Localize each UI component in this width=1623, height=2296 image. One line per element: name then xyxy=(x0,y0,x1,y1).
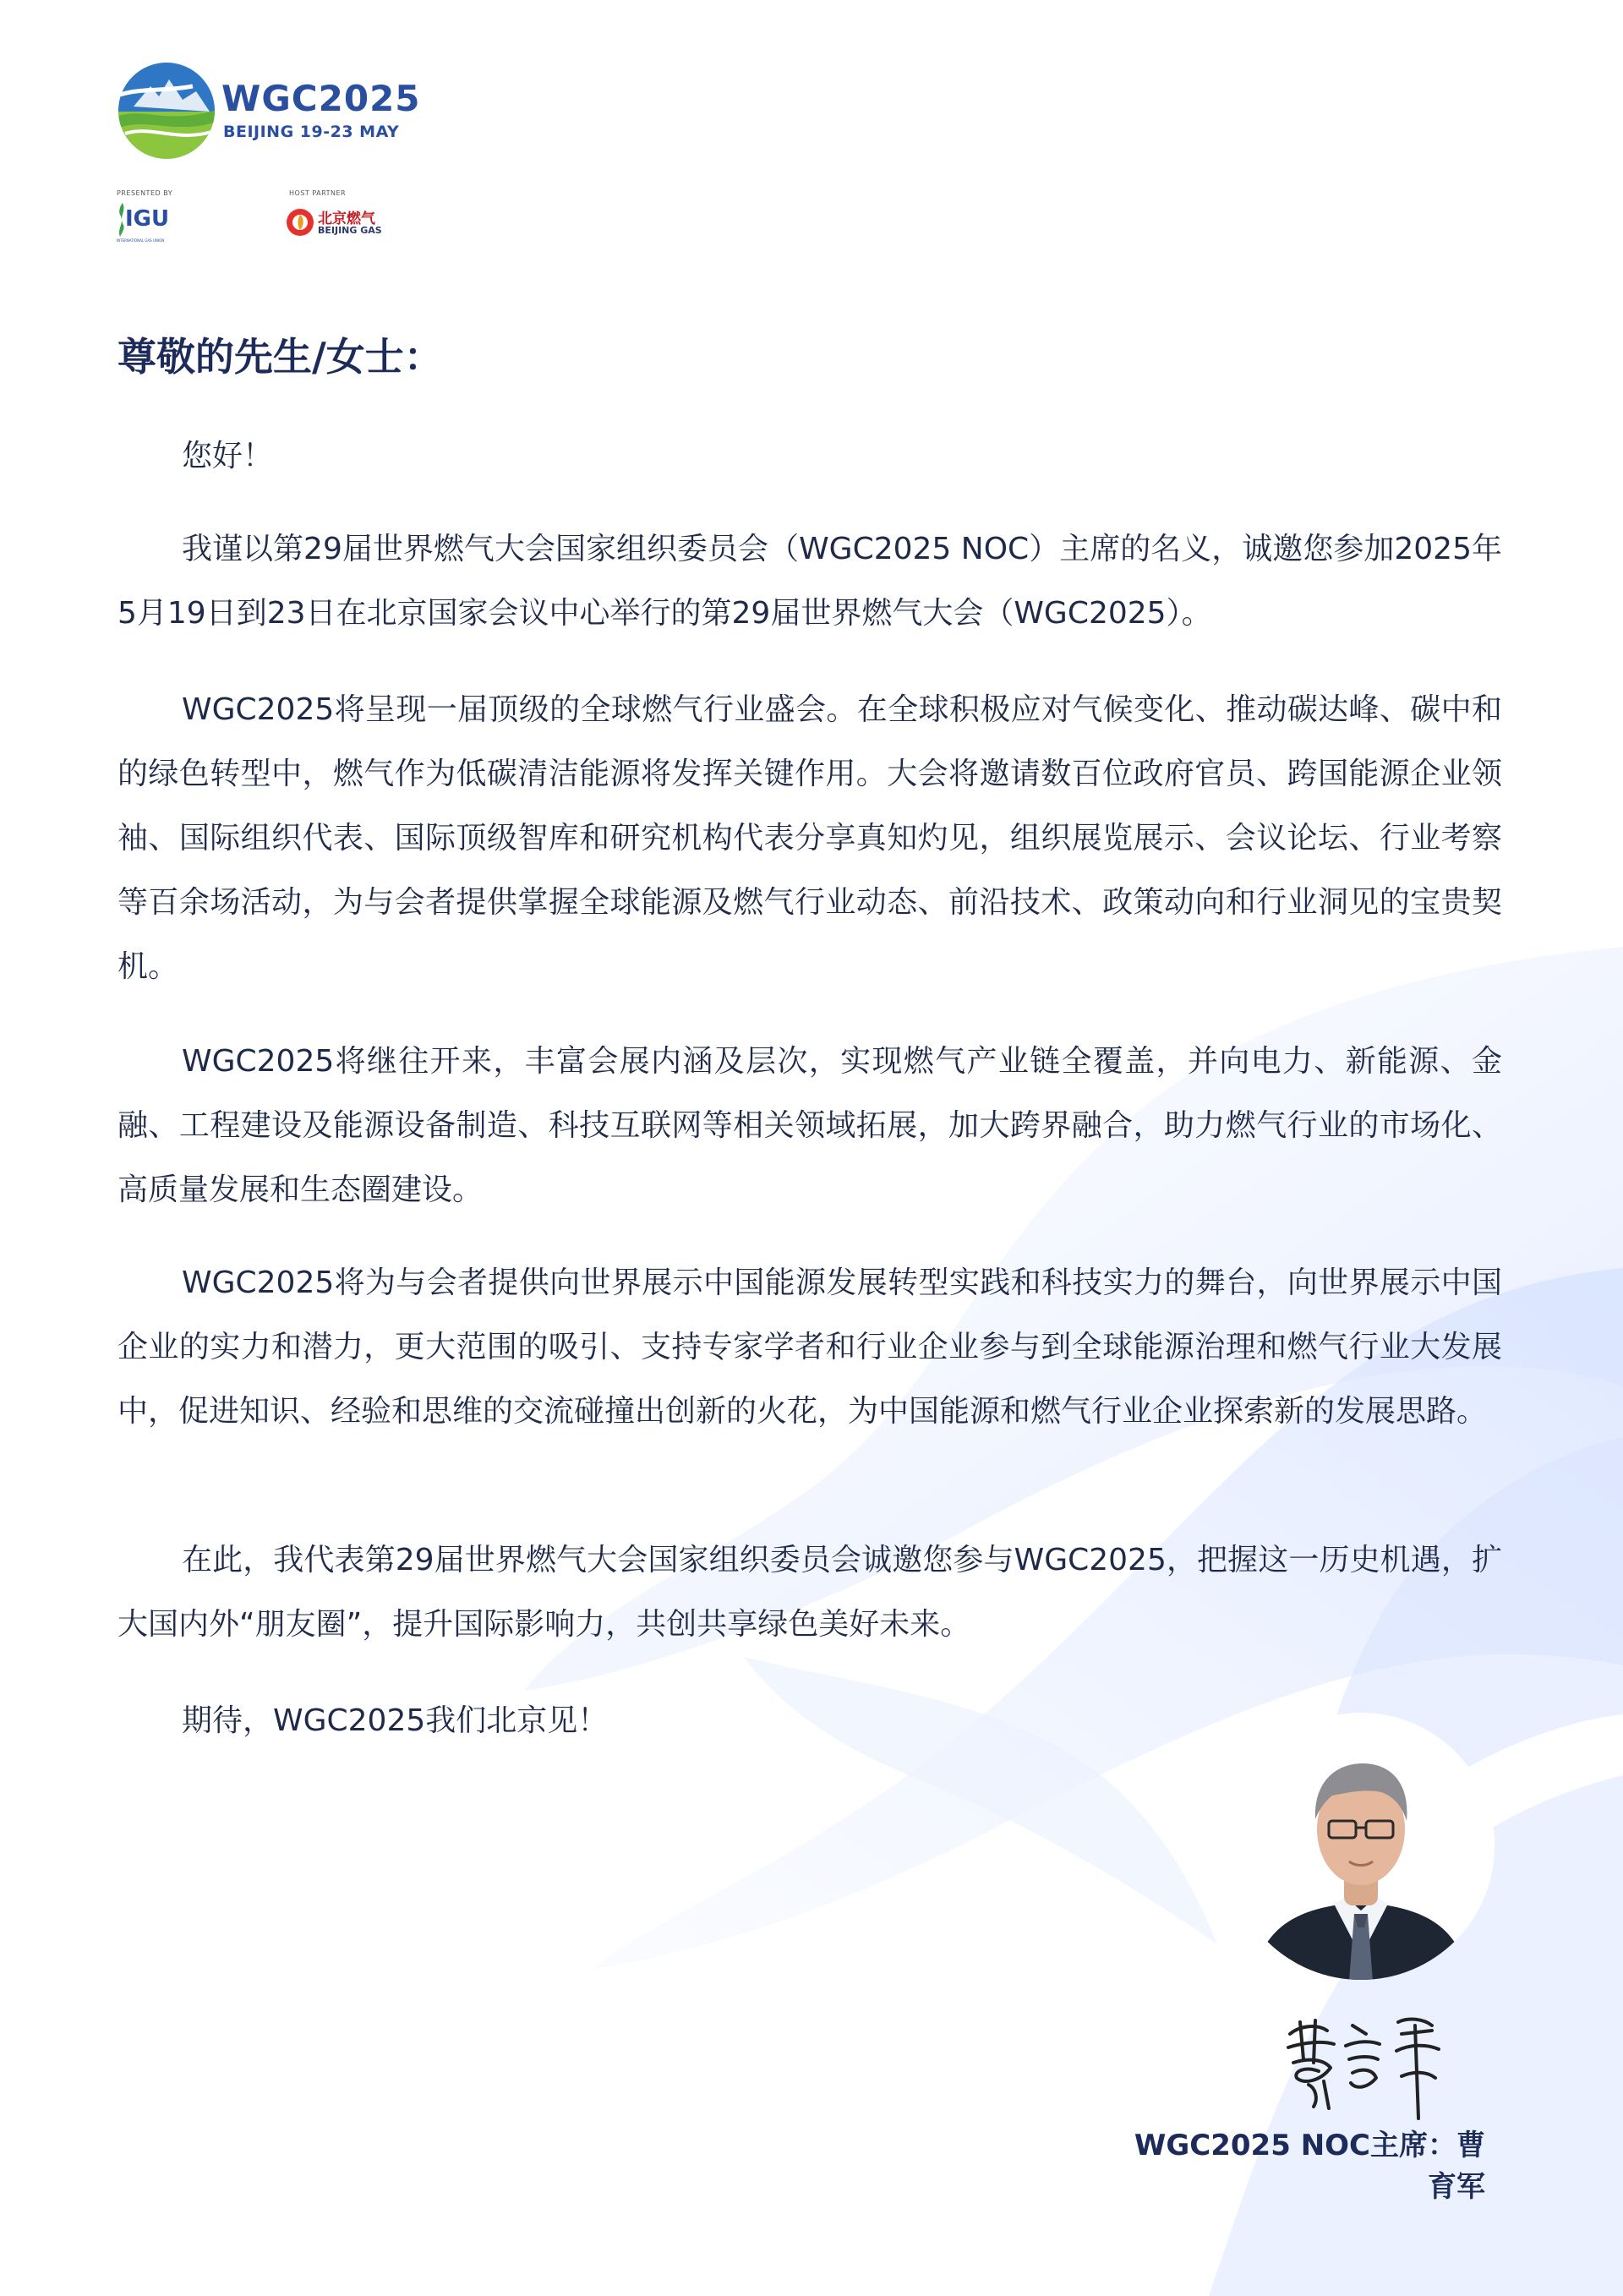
igu-logo xyxy=(117,203,184,245)
signature-caption: WGC2025 NOC主席：曹育军 xyxy=(1134,2129,1485,2204)
beijing-gas-logo xyxy=(286,203,404,245)
igu-tagline: INTERNATIONAL GAS UNION xyxy=(117,238,165,243)
brand-subtitle: BEIJING 19-23 MAY xyxy=(223,123,400,141)
igu-logo-text: IGU xyxy=(125,206,170,232)
letter-paragraph: 在此，我代表第29届世界燃气大会国家组织委员会诚邀您参与WGC2025，把握这一历史机遇，扩大国内外“朋友圈”，提升国际影响力，共创共享绿色美好未来。 xyxy=(117,1543,1502,1642)
header-logos xyxy=(117,61,708,247)
brand-title: WGC2025 xyxy=(221,78,421,119)
letter-paragraph: WGC2025将为与会者提供向世界展示中国能源发展转型实践和科技实力的舞台，向世界展示中国企业的实力和潜力，更大范围的吸引、支持专家学者和行业企业参与到全球能源治理和燃气行业大发展中，促进知识、经验和思维的交流碰撞出创新的火花，为中国能源和燃气行业企业探索新的发展思路。 xyxy=(117,1266,1502,1429)
beijing-gas-name-en: BEIJING GAS xyxy=(318,225,382,236)
letter-paragraph: WGC2025将继往开来，丰富会展内涵及层次，实现燃气产业链全覆盖，并向电力、新能源、金融、工程建设及能源设备制造、科技互联网等相关领域拓展，加大跨界融合，助力燃气行业的市场化、高质量发展和生态圈建设。 xyxy=(117,1044,1502,1207)
beijing-gas-emblem-icon xyxy=(286,208,314,237)
letter-salutation: 尊敬的先生/女士： xyxy=(117,334,443,380)
letter-paragraph: WGC2025将呈现一届顶级的全球燃气行业盛会。在全球积极应对气候变化、推动碳达峰、碳中和的绿色转型中，燃气作为低碳清洁能源将发挥关键作用。大会将邀请数百位政府官员、跨国能源企业领袖、国际组织代表、国际顶级智库和研究机构代表分享真知灼见，组织展览展示、会议论坛、行业考察等百余场活动，为与会者提供掌握全球能源及燃气行业动态、前沿技术、政策动向和行业洞见的宝贵契机。 xyxy=(117,692,1502,984)
letter-closing: 期待，WGC2025我们北京见！ xyxy=(182,1703,609,1738)
handwritten-signature xyxy=(1275,2000,1452,2127)
beijing-gas-name-zh: 北京燃气 xyxy=(318,210,375,227)
letter-greeting: 您好！ xyxy=(182,439,274,473)
wgc-globe-logo xyxy=(117,61,216,161)
presented-by-label: PRESENTED BY xyxy=(117,189,173,197)
host-partner-label: HOST PARTNER xyxy=(289,189,347,197)
letter-paragraph: 我谨以第29届世界燃气大会国家组织委员会（WGC2025 NOC）主席的名义，诚邀您参加2025年5月19日到23日在北京国家会议中心举行的第29届世界燃气大会（WGC2025）。 xyxy=(117,532,1502,631)
chairman-portrait xyxy=(1226,1711,1496,1982)
